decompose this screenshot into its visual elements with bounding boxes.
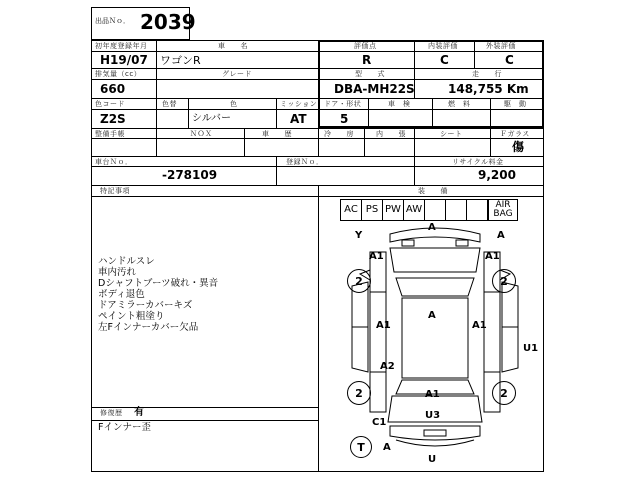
tire-rear-left: 2 xyxy=(347,381,371,405)
model-header: 型 式 xyxy=(355,70,385,78)
color-code-value: Z2S xyxy=(100,112,126,126)
color-type-header: 色替 xyxy=(162,100,177,108)
displacement-value: 660 xyxy=(100,82,126,96)
special-header: 特記事項 xyxy=(100,187,130,195)
equipment-item: PS xyxy=(361,199,383,221)
seat-header: シート xyxy=(440,130,463,138)
fglass-value: 傷 xyxy=(512,140,525,154)
notes-list xyxy=(98,256,313,333)
note-line: ハンドルスレ xyxy=(98,256,155,267)
chassis-no-header: 車台Ｎｏ． xyxy=(95,158,133,166)
car-name-header: 車 名 xyxy=(218,42,248,50)
tire-front-right: 2 xyxy=(492,269,516,293)
capacity-header: 車 検 xyxy=(388,100,411,108)
lot-label: 出品Ｎｏ． xyxy=(95,17,130,25)
repair-history-value: 有 xyxy=(134,407,144,418)
note-line: ドアミラーカバーキズ xyxy=(98,300,193,311)
color-code-header: 色コード xyxy=(95,100,125,108)
damage-mark: A1 xyxy=(485,251,500,262)
note-line: Dシャフトブーツ破れ・異音 xyxy=(98,278,219,289)
car-name-value: ワゴンR xyxy=(160,54,201,67)
note-line: 車内汚れ xyxy=(98,267,137,278)
damage-mark: A2 xyxy=(380,361,395,372)
equipment-item xyxy=(424,199,446,221)
damage-mark: A xyxy=(497,230,505,241)
damage-mark: U3 xyxy=(425,410,441,421)
doors-value: 5 xyxy=(340,112,349,126)
displacement-header: 排気量（cc） xyxy=(95,70,142,78)
first-reg-header: 初年度登録年月 xyxy=(95,42,148,50)
note-line: ペイント粗塗り xyxy=(98,311,165,322)
interior-header: 内装評価 xyxy=(428,42,458,50)
chassis-no-value: -278109 xyxy=(162,168,218,182)
damage-mark: Y xyxy=(355,230,363,241)
manual-header: 整備手帳 xyxy=(95,130,125,138)
damage-mark: C1 xyxy=(372,417,387,428)
mission-value: AT xyxy=(290,112,307,126)
score-header: 評価点 xyxy=(354,42,377,50)
door-shape-header: ドア・形状 xyxy=(324,100,362,108)
equipment-item xyxy=(466,199,488,221)
equipment-item: AW xyxy=(403,199,425,221)
exterior-header: 外装評価 xyxy=(486,42,516,50)
reg-no-header: 登録Ｎｏ． xyxy=(286,158,324,166)
equipment-grid xyxy=(322,199,540,221)
first-reg-value: H19/07 xyxy=(100,53,148,67)
damage-mark: A xyxy=(428,310,436,321)
color-header: 色 xyxy=(230,100,238,108)
recycle-value: 9,200 xyxy=(478,168,516,182)
equipment-item: AC xyxy=(340,199,362,221)
tire-rear-right: 2 xyxy=(492,381,516,405)
interior-value: C xyxy=(440,53,449,67)
ac-header: 冷 房 xyxy=(324,130,354,138)
repair-history-header: 修復歴 xyxy=(100,409,123,417)
tire-spare: T xyxy=(350,436,372,458)
equipment-header: 装 備 xyxy=(418,187,448,195)
equipment-item: AIR BAG xyxy=(488,199,518,221)
color-value: シルバー xyxy=(192,113,232,124)
fglass-header: Ｆガラス xyxy=(500,130,530,138)
mileage-value: 148,755 Km xyxy=(448,82,529,96)
exterior-value: C xyxy=(505,53,514,67)
history-header: 車 歴 xyxy=(262,130,292,138)
recycle-header: リサイクル料金 xyxy=(452,158,504,166)
damage-mark: U xyxy=(428,454,437,465)
note-line: ボディ退色 xyxy=(98,289,145,300)
damage-mark: A1 xyxy=(376,320,391,331)
interior-ceiling-header: 内 張 xyxy=(376,130,406,138)
damage-mark: A1 xyxy=(472,320,487,331)
damage-mark: A xyxy=(428,222,436,233)
car-diagram xyxy=(330,222,540,470)
damage-mark: A1 xyxy=(369,251,384,262)
model-value: DBA-MH22S xyxy=(334,82,415,96)
nox-header: ＮＯＸ xyxy=(190,130,213,138)
equipment-item xyxy=(445,199,467,221)
damage-mark: A1 xyxy=(425,389,440,400)
lot-number: 2039 xyxy=(140,10,196,34)
damage-mark: U1 xyxy=(523,343,539,354)
note-line: 左Fインナーカバー欠品 xyxy=(98,322,199,333)
equipment-item: PW xyxy=(382,199,404,221)
damage-mark: A xyxy=(383,442,391,453)
drive-header: 駆 動 xyxy=(504,100,527,108)
grade-header: グレード xyxy=(222,70,252,78)
fuel-header: 燃 料 xyxy=(448,100,471,108)
tire-front-left: 2 xyxy=(347,269,371,293)
score-value: R xyxy=(362,53,372,67)
mission-header: ミッション xyxy=(280,100,318,108)
mileage-header: 走 行 xyxy=(472,70,502,78)
repair-note: Fインナー歪 xyxy=(98,422,151,433)
